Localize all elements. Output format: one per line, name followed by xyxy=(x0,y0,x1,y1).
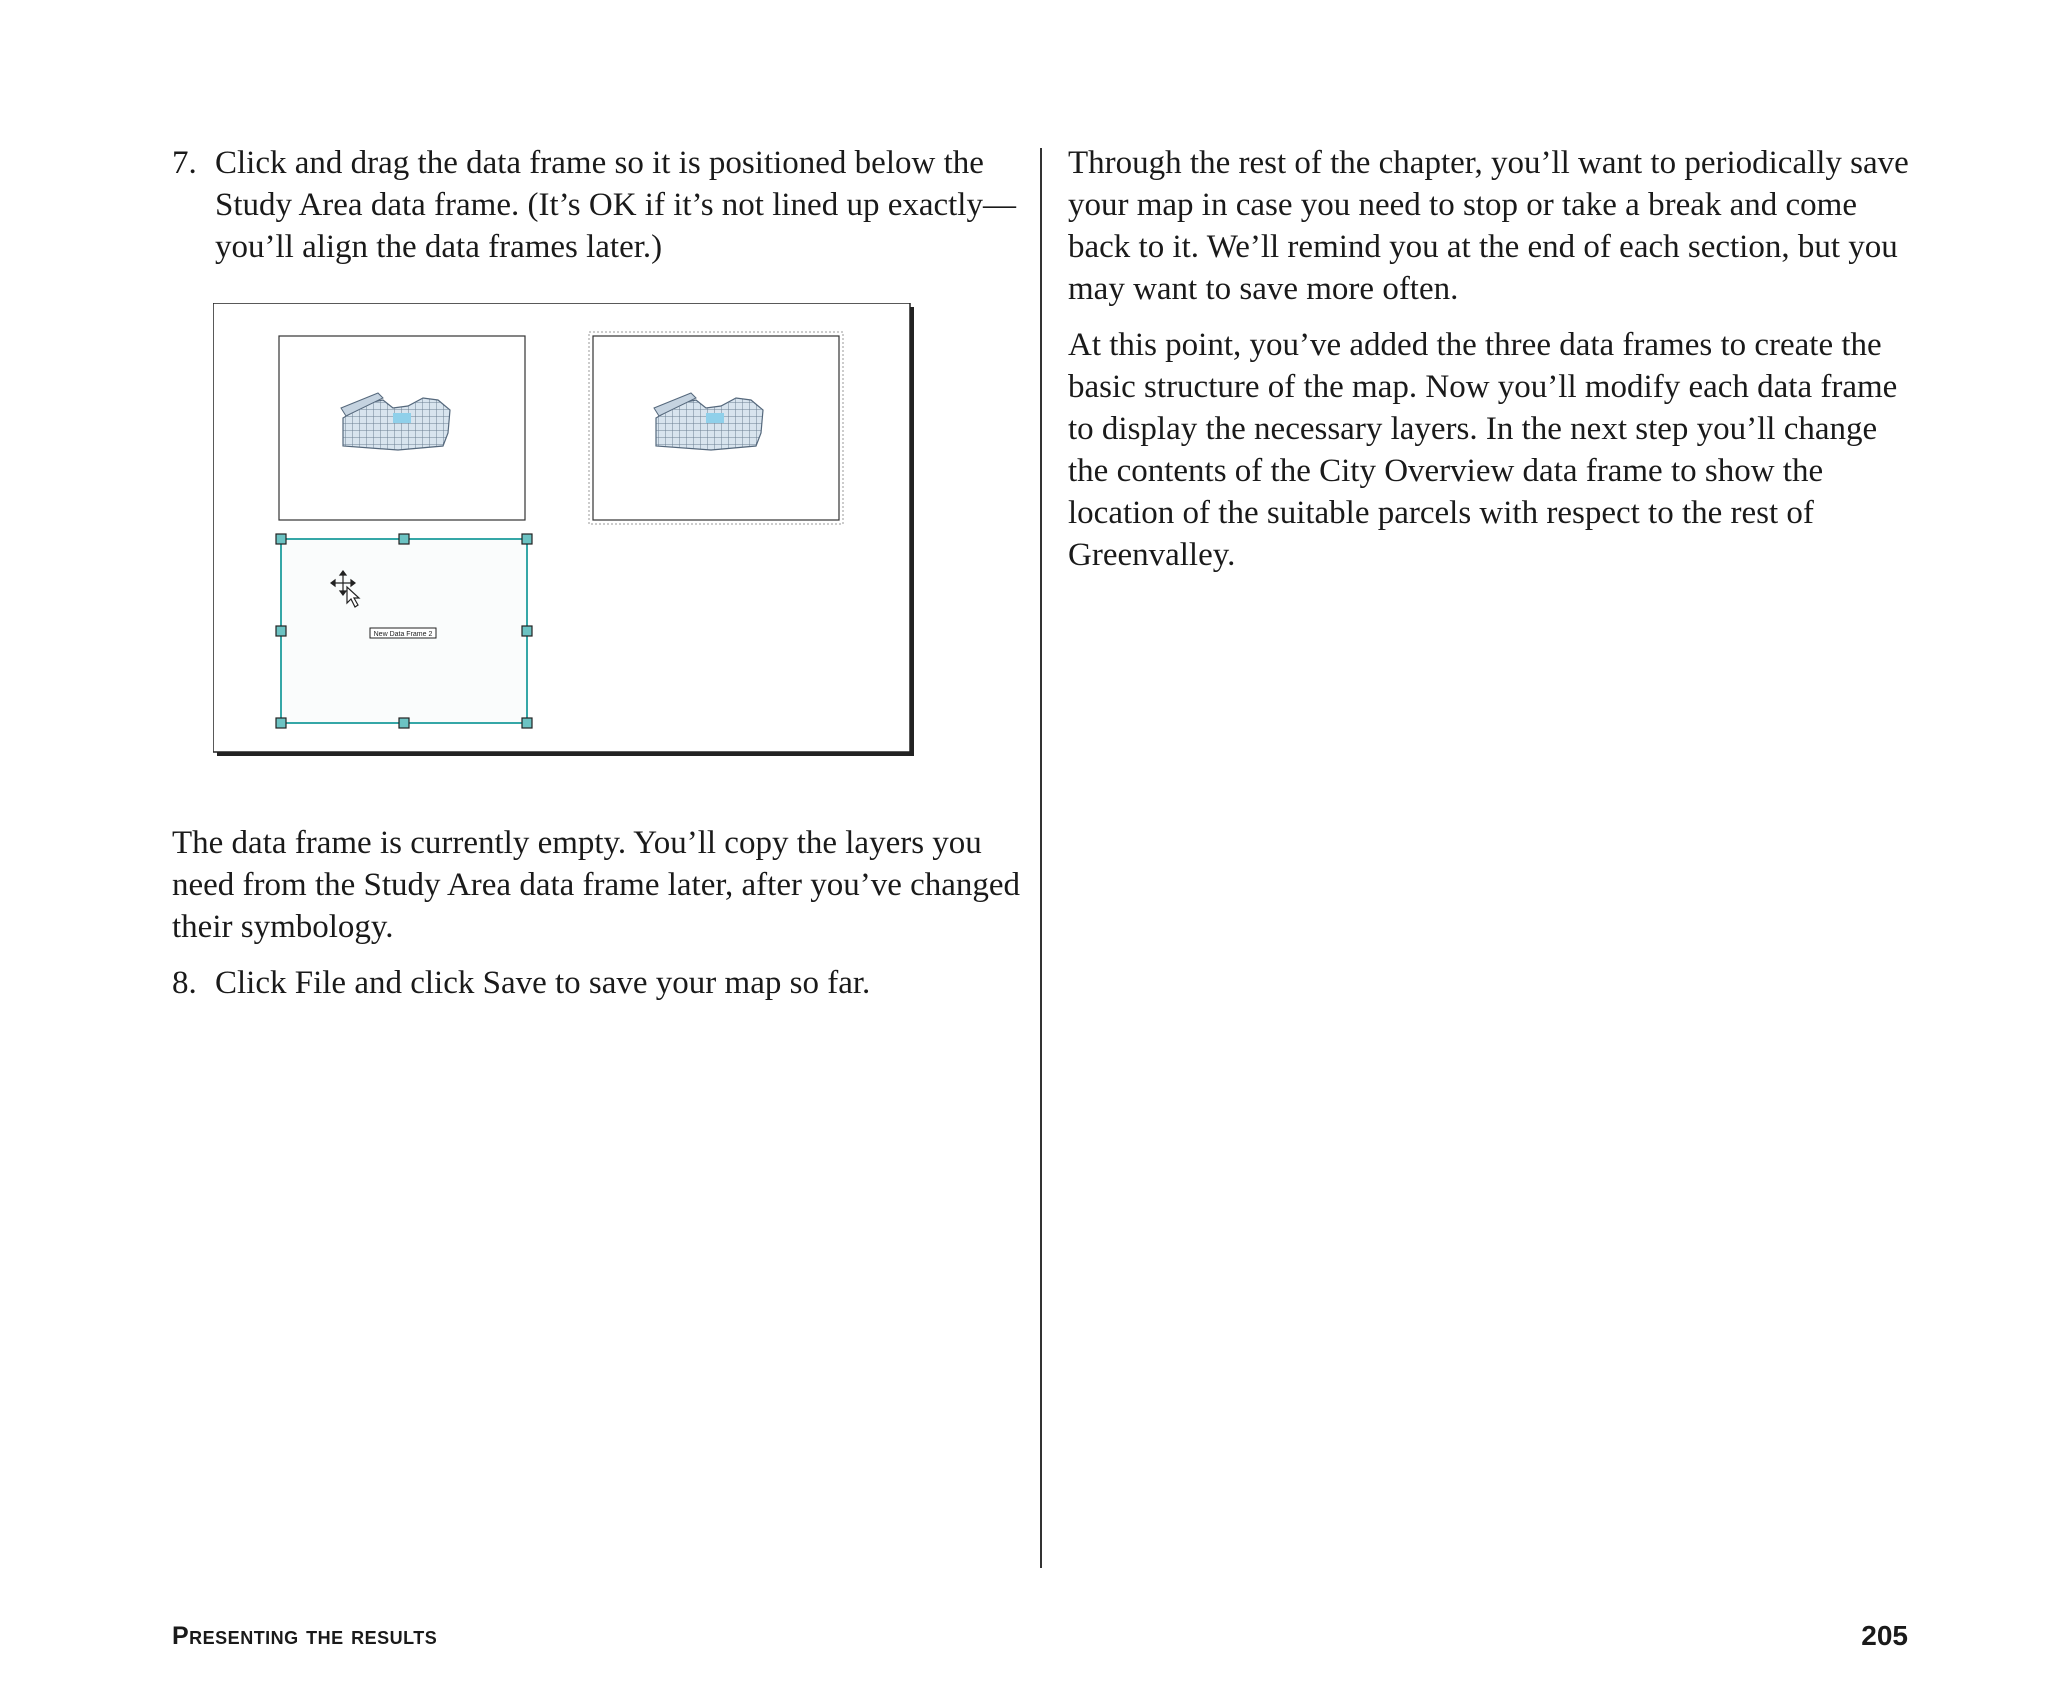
step-text: Click and drag the data frame so it is positioned below the Study Area data frame. (It’s OK if it’s not lined up exactly—you’ll align the data frames later.) xyxy=(215,145,1016,265)
left-column xyxy=(172,142,1022,268)
step-7 xyxy=(172,142,1022,268)
layout-figure xyxy=(213,303,915,757)
body-paragraph: At this point, you’ve added the three data frames to create the basic structure of the map. Now you’ll modify each data frame to display the necessary layers. In the next step you’ll change the contents of the City Overview data frame to show the location of the suitable parcels with respect to the rest of Greenvalley. xyxy=(1068,327,1898,573)
footer-section-title: Presenting the results xyxy=(172,1622,438,1650)
left-column-lower xyxy=(172,822,1022,1004)
step-8 xyxy=(172,962,1022,1004)
page-number: 205 xyxy=(1861,1620,1908,1651)
right-column xyxy=(1068,142,1918,590)
body-paragraph: The data frame is currently empty. You’ll copy the layers you need from the Study Area data frame later, after you’ve changed their symbology. xyxy=(172,825,1021,945)
body-paragraph: Through the rest of the chapter, you’ll want to periodically save your map in case you need to stop or take a break and come back to it. We’ll remind you at the end of each section, but you may want to save more often. xyxy=(1068,145,1909,307)
new-frame-label: New Data Frame 2 xyxy=(373,631,433,638)
step-number: 7. xyxy=(172,145,197,181)
column-divider xyxy=(1040,148,1042,1568)
step-number: 8. xyxy=(172,965,197,1001)
step-text: Click File and click Save to save your map so far. xyxy=(215,965,871,1001)
